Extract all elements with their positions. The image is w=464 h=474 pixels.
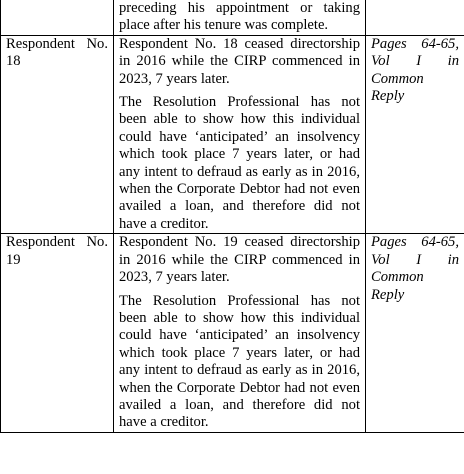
details-cell-continued [114, 0, 366, 35]
details-paragraph-analysis: The Resolution Professional has not been able to show how this individual could have ‘anticipated’ an insolvency which took place 7 years later, or had any intent to defraud as early as in 2016, when the Corporate Debtor had not even availed a loan, and therefore did not have a creditor. [119, 292, 360, 431]
respondent-cell [1, 35, 114, 233]
reference-text: Pages 64-65, Vol I in Common Reply [371, 35, 459, 105]
details-cell [114, 234, 366, 432]
details-paragraph-directorship: Respondent No. 18 ceased directorship in 2016 while the CIRP commenced in 2023, 7 years later. [119, 35, 360, 87]
table-row-continued [1, 0, 464, 35]
reference-text: Pages 64-65, Vol I in Common Reply [371, 234, 459, 303]
details-text-continued: preceding his appointment or taking place after his tenure was complete. [119, 0, 360, 34]
details-cell [114, 35, 366, 233]
table-row-respondent-18 [1, 35, 464, 233]
reference-cell [366, 35, 464, 233]
respondent-label: Respondent No. 18 [6, 35, 108, 70]
reference-cell [366, 234, 464, 432]
details-paragraph-analysis: The Resolution Professional has not been able to show how this individual could have ‘anticipated’ an insolvency which took place 7 years later, or had any intent to defraud as early as in 2016, when the Corporate Debtor had not even availed a loan, and therefore did not have a creditor. [119, 94, 360, 232]
table-row-respondent-19 [1, 234, 464, 432]
respondent-cell-empty [1, 0, 114, 35]
respondent-cell [1, 234, 114, 432]
details-paragraph-directorship: Respondent No. 19 ceased directorship in 2016 while the CIRP commenced in 2023, 7 years later. [119, 234, 360, 286]
respondent-label: Respondent No. 19 [6, 234, 108, 268]
reference-cell-empty [366, 0, 464, 35]
